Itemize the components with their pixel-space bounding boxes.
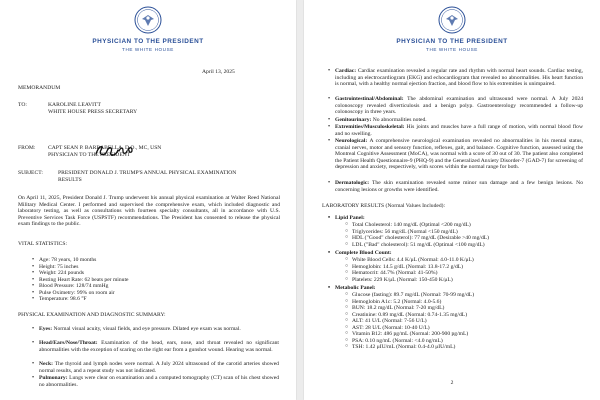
lab-result: ○ LDL ("Bad" cholesterol): 51 mg/dL (Optimal <100 mg/dL) bbox=[352, 242, 485, 249]
lab-result: ○ Total Cholesterol: 140 mg/dL (Optimal <200 mg/dL) bbox=[352, 222, 471, 229]
lab-result: ○ Hemoglobin: 14.5 g/dL (Normal: 13.8-17.2 g/dL) bbox=[352, 264, 463, 271]
lab-result: ○ Triglycerides: 56 mg/dL (Normal <150 mg/dL) bbox=[352, 229, 458, 236]
vital-item: • Height: 75 inches bbox=[39, 264, 78, 271]
lab-group-metabolic: • Metabolic Panel: bbox=[335, 285, 376, 292]
subject-line-1: PRESIDENT DONALD J. TRUMP'S ANNUAL PHYSICAL EXAMINATION bbox=[58, 170, 237, 176]
lab-result: ○ Platelets: 229 K/μL (Normal: 150-450 K/μL) bbox=[352, 277, 453, 284]
lab-result: ○ Hematocrit: 44.7% (Normal: 41-50%) bbox=[352, 270, 437, 277]
lab-result: ○ BUN: 18.2 mg/dL (Normal: 7-20 mg/dL) bbox=[352, 305, 444, 312]
lab-group-lipid: • Lipid Panel: bbox=[335, 215, 365, 222]
exam-item-gastrointestinal: • Gastrointestinal/Abdominal: The abdominal examination and ultrasound were normal. A July 2024 colonoscopy revealed diverticulosis and a benign polyp. Gastroenterology recommended a follow-up colonoscopy in three years. bbox=[335, 96, 583, 116]
intro-paragraph: On April 11, 2025, President Donald J. Trump underwent his annual physical examination at Walter Reed National Military Medical Center. I performed and supervised the comprehensive exam, which included diagnostic and laboratory testing, as well as consultations with fourteen specialty consultants, all in accordance with U.S. Preventive Services Task Force (USPSTF) recommendations. The President has consented to release the physical exam findings to the public. bbox=[18, 195, 280, 228]
exam-item-heent: • Head/Ears/Nose/Throat: Examination of the head, ears, nose, and throat revealed no significant abnormalities with the exception of scaring on the right ear from a gunshot wound. Hearing was normal. bbox=[39, 340, 279, 353]
subject-line-2: RESULTS bbox=[58, 177, 82, 183]
memo-title: MEMORANDUM bbox=[18, 85, 61, 91]
lab-result: ○ TSH: 1.42 μIU/mL (Normal: 0.4-4.0 μIU/mL) bbox=[352, 344, 455, 351]
from-label: FROM: bbox=[18, 145, 36, 151]
memo-page-2 bbox=[304, 0, 600, 400]
from-title: PHYSICIAN TO THE PRESIDENT bbox=[48, 152, 131, 158]
lab-result: ○ ALT: 41 U/L (Normal: 7-56 U/L) bbox=[352, 318, 427, 325]
to-title: WHITE HOUSE PRESS SECRETARY bbox=[48, 109, 138, 115]
exam-heading: PHYSICAL EXAMINATION AND DIAGNOSTIC SUMMARY: bbox=[18, 312, 166, 318]
exam-item-neck: • Neck: The thyroid and lymph nodes were normal. A July 2024 ultrasound of the carotid arteries showed normal results, and a repeat study was not indicated. bbox=[39, 361, 279, 374]
memo-date: April 13, 2025 bbox=[202, 69, 235, 75]
presidential-seal-icon bbox=[134, 6, 162, 34]
exam-item-genitourinary: • Genitourinary: No abnormalities noted. bbox=[335, 117, 583, 124]
to-label: TO: bbox=[18, 102, 27, 108]
lab-result: ○ HDL ("Good" cholesterol): 77 mg/dL (Desirable >40 mg/dL) bbox=[352, 235, 489, 242]
page-number: 2 bbox=[450, 380, 454, 386]
vital-item: • Age: 78 years, 10 months bbox=[39, 257, 96, 264]
presidential-seal-icon bbox=[438, 6, 466, 34]
exam-item-pulmonary: • Pulmonary: Lungs were clear on examination and a computed tomography (CT) scan of his chest showed no abnormalities. bbox=[39, 375, 279, 388]
lab-group-cbc: • Complete Blood Count: bbox=[335, 250, 392, 257]
vital-item: • Pulse Oximetry: 99% on room air bbox=[39, 290, 115, 297]
exam-item-extremities: • Extremities/Musculoskeletal: His joints and muscles have a full range of motion, with normal blood flow and no swelling. bbox=[335, 124, 583, 137]
memo-page-1 bbox=[0, 0, 296, 400]
handwritten-signature bbox=[92, 141, 136, 161]
lab-result: ○ Hemoglobin A1c: 5.2 (Normal: 4.0-5.6) bbox=[352, 299, 441, 306]
office-heading: PHYSICIAN TO THE PRESIDENT bbox=[396, 38, 508, 45]
labs-heading: LABORATORY RESULTS (Normal Values Included): bbox=[322, 203, 446, 209]
white-house-heading: THE WHITE HOUSE bbox=[122, 47, 174, 52]
lab-result: ○ Creatinine: 0.89 mg/dL (Normal: 0.74-1.35 mg/dL) bbox=[352, 312, 467, 319]
vital-item: • Temperature: 98.6 °F bbox=[39, 296, 87, 303]
vitals-heading: VITAL STATISTICS: bbox=[18, 241, 68, 247]
lab-result: ○ PSA: 0.10 ng/mL (Normal: <4.0 ng/mL) bbox=[352, 338, 443, 345]
lab-result: ○ White Blood Cells: 4.4 K/μL (Normal: 4.0-11.0 K/μL) bbox=[352, 257, 474, 264]
vital-item: • Resting Heart Rate: 62 beats per minute bbox=[39, 277, 128, 284]
exam-item-dermatologic: • Dermatologic: The skin examination revealed some minor sun damage and a few benign lesions. No concerning lesions or growths were identified. bbox=[335, 180, 583, 193]
office-heading: PHYSICIAN TO THE PRESIDENT bbox=[92, 38, 204, 45]
exam-item-neurological: • Neurological: A comprehensive neurological examination revealed no abnormalities in his mental status, cranial nerves, motor and sensory function, reflexes, gait, and balance. Cognitive function, assessed using the Montreal Cognitive Assessment (MoCA), was normal with a score of 30 out of 30. The patient also completed the Patient Health Questionnaire-9 (PHQ-9) and the Generalized Anxiety Disorder-7 (GAD-7) for screening of depression and anxiety, respectively, with scores within the normal range for both. bbox=[335, 138, 583, 171]
lab-result: ○ AST: 28 U/L (Normal: 10-40 U/L) bbox=[352, 325, 430, 332]
white-house-heading: THE WHITE HOUSE bbox=[426, 47, 478, 52]
vital-item: • Blood Pressure: 128/74 mmHg bbox=[39, 283, 108, 290]
subject-label: SUBJECT: bbox=[18, 170, 43, 176]
vital-item: • Weight: 224 pounds bbox=[39, 270, 84, 277]
exam-item-eyes: • Eyes: Normal visual acuity, visual fields, and eye pressure. Dilated eye exam was normal. bbox=[39, 326, 279, 333]
lab-result: ○ Glucose (fasting): 89.7 mg/dL (Normal: 70-99 mg/dL) bbox=[352, 292, 474, 299]
lab-result: ○ Vitamin B12: 486 pg/mL (Normal: 200-900 pg/mL) bbox=[352, 331, 468, 338]
to-name: KAROLINE LEAVITT bbox=[48, 102, 101, 108]
exam-item-cardiac: • Cardiac: Cardiac examination revealed a regular rate and rhythm with normal heart sounds. Cardiac testing, including an electrocardiogram (EKG) and echocardiogram that revealed no abnormalities. His heart function is normal, with a healthy normal ejection fraction, and blood flow to his extremities is unimpaired. bbox=[335, 68, 583, 88]
from-name: CAPT SEAN P. BARBABELLA, D.O., MC, USN bbox=[48, 145, 162, 151]
